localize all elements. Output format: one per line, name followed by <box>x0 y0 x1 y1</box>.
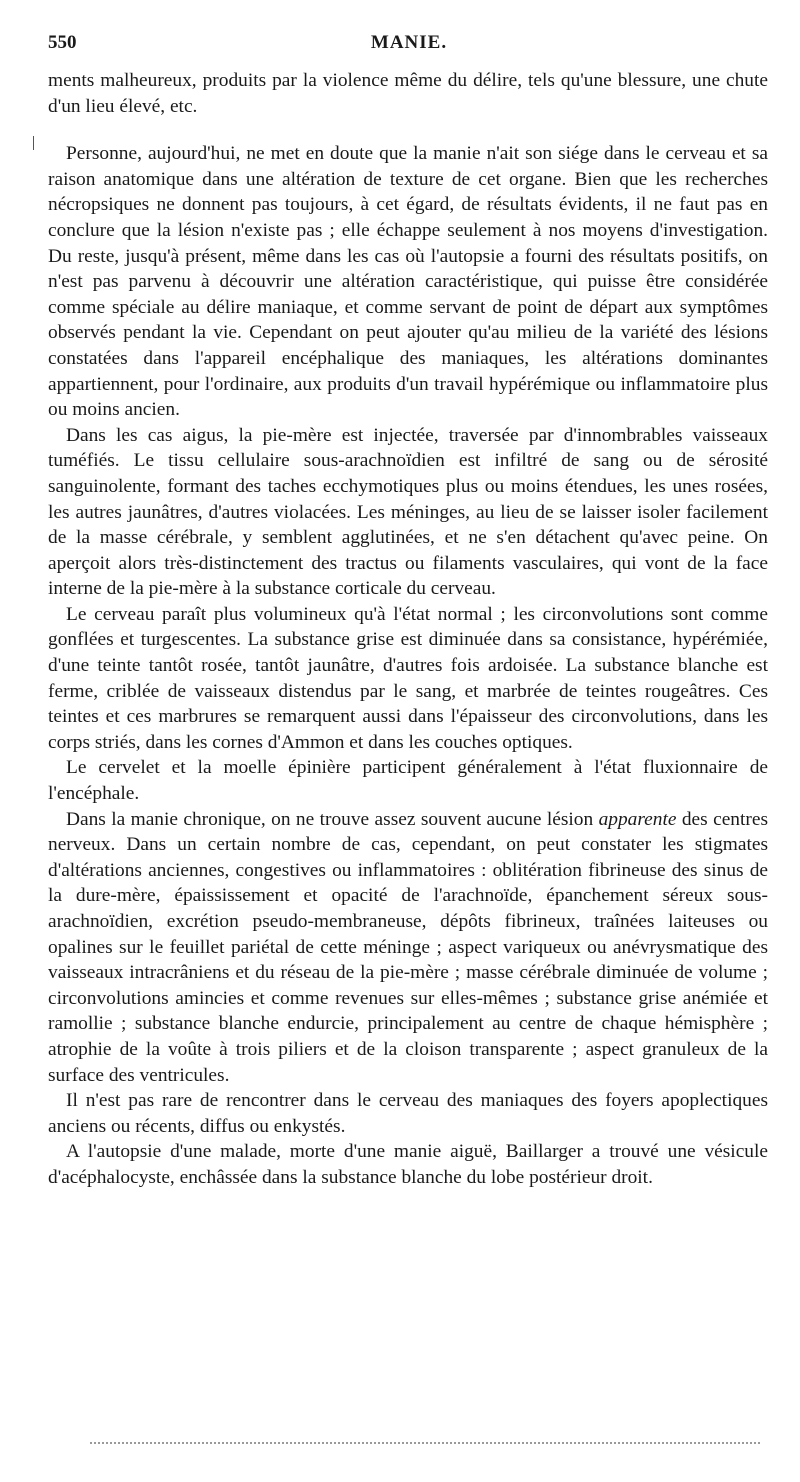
running-title: MANIE. <box>370 32 448 53</box>
paragraph-manie-chronique <box>48 807 768 1089</box>
paragraph-cerveau-volumineux: Le cerveau paraît plus volumineux qu'à l'état normal ; les circonvolutions sont comme gonflées et turgescentes. La substance grise est diminuée dans sa consistance, hypérémiée, d'une teinte tantôt rosée, tantôt jaunâtre, d'autres fois ardoisée. La substance blanche est ferme, criblée de vaisseaux distendus par le sang, et marbrée de teintes rougeâtres. Ces teintes et ces marbrures se remarquent aussi dans l'épaisseur des circonvolutions, dans les corps striés, dans les cornes d'Ammon et dans les couches optiques. <box>48 603 768 753</box>
manie-chronique-text-start: Dans la manie chronique, on ne trouve assez souvent aucune lésion <box>66 808 599 830</box>
page-number: 550 <box>48 32 77 53</box>
margin-mark <box>33 136 34 150</box>
paragraph-continuation: ments malheureux, produits par la violence même du délire, tels qu'une blessure, une chute d'un lieu élevé, etc. <box>48 70 768 117</box>
footer-rule <box>90 1442 760 1444</box>
italic-apparente: apparente <box>598 808 677 830</box>
paragraph-foyers-apoplectiques: Il n'est pas rare de rencontrer dans le cerveau des maniaques des foyers apoplectiques anciens ou récents, diffus ou enkystés. <box>48 1090 768 1137</box>
paragraph-autopsie-baillarger: A l'autopsie d'une malade, morte d'une manie aiguë, Baillarger a trouvé une vésicule d'acéphalocyste, enchâssée dans la substance blanche du lobe postérieur droit. <box>48 1141 768 1188</box>
running-head <box>48 32 770 60</box>
body-text <box>48 68 768 1191</box>
manie-chronique-text-end: des centres nerveux. Dans un certain nombre de cas, cependant, on peut constater les stigmates d'altérations anciennes, congestives ou inflammatoires : oblitération fibrineuse des sinus de la dure-mère, épaississement et opacité de l'arachnoïde, épanchement séreux sous-arachnoïdien, excrétion pseudo-membraneuse, dépôts fibrineux, traînées laiteuses ou opalines sur le feuillet pariétal de cette méninge ; aspect variqueux ou anévrysmatique des vaisseaux intracrâniens et du réseau de la pie-mère ; masse cérébrale diminuée de volume ; circonvolutions amincies et comme revenues sur elles-mêmes ; substance grise anémiée et ramollie ; substance blanche endurcie, principalement au centre de chaque hémisphère ; atrophie de la voûte à trois piliers et de la cloison transparente ; aspect granuleux de la surface des ventricules. <box>48 808 768 1086</box>
paragraph-siege-de-la-manie: Personne, aujourd'hui, ne met en doute que la manie n'ait son siége dans le cerveau et sa raison anatomique dans une altération de texture de cet organe. Bien que les recherches nécropsiques ne donnent pas toujours, à cet égard, de résultats évidents, il ne faut pas en conclure que la lésion n'existe pas ; elle échappe seulement à nos moyens d'investigation. Du reste, jusqu'à présent, même dans les cas où l'autopsie a fourni des résultats positifs, on n'est pas parvenu à découvrir une altération caractéristique, qui puisse être considérée comme spéciale au délire maniaque, et comme servant de point de départ aux symptômes observés pendant la vie. Cependant on peut ajouter qu'au milieu de la variété des lésions constatées dans l'appareil encéphalique des maniaques, les altérations dominantes appartiennent, pour l'ordinaire, aux produits d'un travail hypérémique ou inflammatoire plus ou moins ancien. <box>48 143 768 421</box>
paragraph-cervelet: Le cervelet et la moelle épinière participent généralement à l'état fluxionnaire de l'encéphale. <box>48 757 768 805</box>
paragraph-cas-aigus: Dans les cas aigus, la pie-mère est injectée, traversée par d'innombrables vaisseaux tuméfiés. Le tissu cellulaire sous-arachnoïdien est infiltré de sang ou de sérosité sanguinolente, formant des taches ecchymotiques plus ou moins étendues, les unes rosées, les autres jaunâtres, d'autres violacées. Les méninges, au lieu de se laisser isoler facilement de la masse cérébrale, y semblent agglutinées, et ne s'en détachent qu'avec peine. On aperçoit alors très-distinctement des tractus ou filaments vasculaires, qui vont de la face interne de la pie-mère à la substance corticale du cerveau. <box>48 424 768 600</box>
